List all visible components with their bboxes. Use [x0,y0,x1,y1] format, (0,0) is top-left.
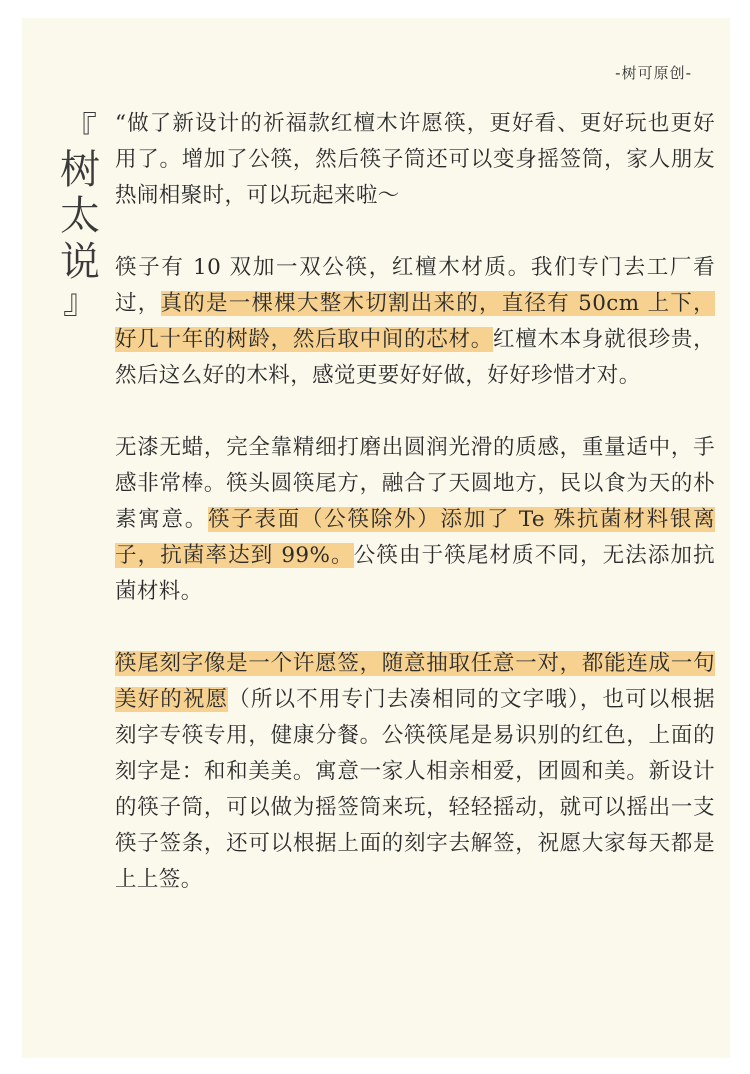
article-body [115,106,715,898]
side-title-open-bracket: 『 [63,110,97,150]
paragraph-2 [115,250,715,394]
article-page [22,18,730,1058]
paragraph-segment: 公筷由于筷尾材质不同，无法添加抗菌材料。 [115,543,715,604]
highlighted-text: 筷子表面（公筷除外）添加了 Te 殊抗菌材料银离子，抗菌率达到 99%。 [115,507,715,568]
side-title-char-1: 树 [60,147,100,193]
highlighted-text: 筷尾刻字像是一个许愿签，随意抽取任意一对，都能连成一句美好的祝愿 [115,651,715,712]
paragraph-segment: 筷子有 10 双加一双公筷，红檀木材质。我们专门去工厂看过， [115,255,715,316]
paragraph-segment: 红檀木本身就很珍贵，然后这么好的木料，感觉更要好好做，好好珍惜才对。 [115,327,715,388]
highlighted-text: 真的是一棵棵大整木切割出来的，直径有 50cm 上下，好几十年的树龄，然后取中间的芯材。 [115,291,715,352]
side-title-char-3: 说 [60,239,100,285]
paragraph-1 [115,106,715,214]
side-title-close-bracket: 』 [63,282,97,322]
credit-label: -树可原创- [615,64,692,82]
paragraph-segment: 无漆无蜡，完全靠精细打磨出圆润光滑的质感，重量适中，手感非常棒。筷头圆筷尾方，融合了天圆地方，民以食为天的朴素寓意。 [115,435,715,532]
paragraph-4 [115,646,715,898]
side-title-char-2: 太 [60,193,100,239]
paragraph-segment: （所以不用专门去凑相同的文字哦），也可以根据刻字专筷专用，健康分餐。公筷筷尾是易识别的红色，上面的刻字是：和和美美。寓意一家人相亲相爱，团圆和美。新设计的筷子筒，可以做为摇签筒来玩，轻轻摇动，就可以摇出一支筷子签条，还可以根据上面的刻字去解签，祝愿大家每天都是上上签。 [115,687,715,892]
paragraph-3 [115,430,715,610]
paragraph-segment: “做了新设计的祈福款红檀木许愿筷，更好看、更好玩也更好用了。增加了公筷，然后筷子筒还可以变身摇签筒，家人朋友热闹相聚时，可以玩起来啦～ [115,111,715,208]
side-title [52,110,108,322]
